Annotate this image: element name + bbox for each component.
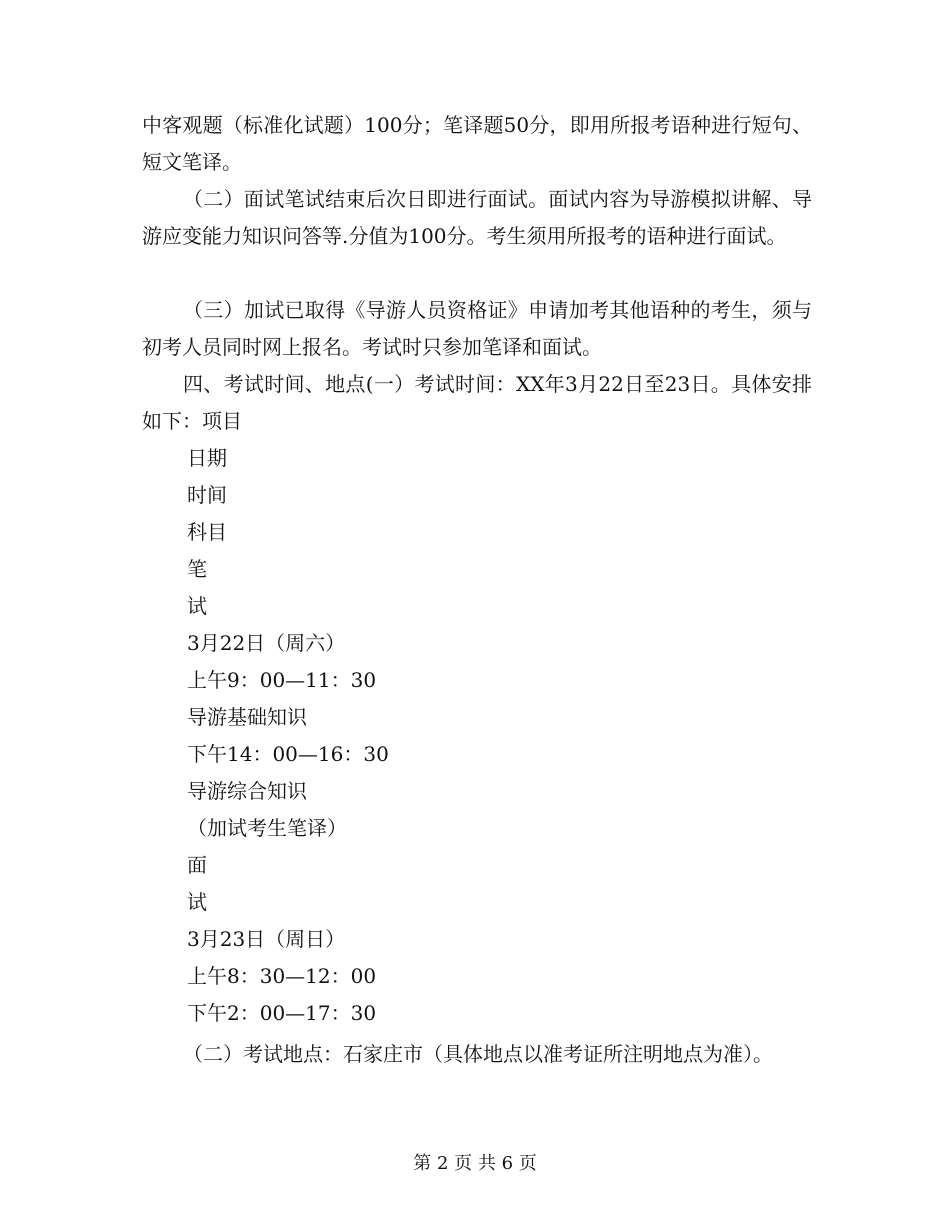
schedule-line: 3月23日（周日） <box>187 927 346 951</box>
schedule-line: 科目 <box>187 520 227 544</box>
schedule-line: 日期 <box>187 446 227 470</box>
schedule-line: 试 <box>187 890 207 914</box>
schedule-line: 上午8：30—12：00 <box>187 964 377 988</box>
paragraph-written-exam-scoring: 中客观题（标准化试题）100分；笔译题50分，即用所报考语种进行短句、短文笔译。 <box>142 113 812 174</box>
paragraph-interview: （二）面试笔试结束后次日即进行面试。面试内容为导游模拟讲解、导游应变能力知识问答等.分值为100分。考生须用所报考的语种进行面试。 <box>142 187 812 248</box>
schedule-line: （加试考生笔译） <box>187 816 347 840</box>
paragraph-exam-time-location: 四、考试时间、地点(一）考试时间：XX年3月22日至23日。具体安排如下：项目 <box>142 372 812 433</box>
schedule-line: 下午14：00—16：30 <box>187 742 389 766</box>
schedule-line: 下午2：00—17：30 <box>187 1001 377 1025</box>
paragraph-exam-location: （二）考试地点：石家庄市（具体地点以准考证所注明地点为准）。 <box>183 1042 773 1066</box>
schedule-line: 时间 <box>187 483 227 507</box>
page-footer: 第 2 页 共 6 页 <box>413 1153 537 1174</box>
paragraph-additional-exam: （三）加试已取得《导游人员资格证》申请加考其他语种的考生，须与初考人员同时网上报名。考试时只参加笔译和面试。 <box>142 298 812 359</box>
schedule-line: 试 <box>187 594 207 618</box>
schedule-line: 导游综合知识 <box>187 779 307 803</box>
schedule-line: 面 <box>187 853 207 877</box>
schedule-line: 3月22日（周六） <box>187 631 346 655</box>
schedule-line: 导游基础知识 <box>187 705 307 729</box>
schedule-line: 上午9：00—11：30 <box>187 668 377 692</box>
schedule-line: 笔 <box>187 557 207 581</box>
